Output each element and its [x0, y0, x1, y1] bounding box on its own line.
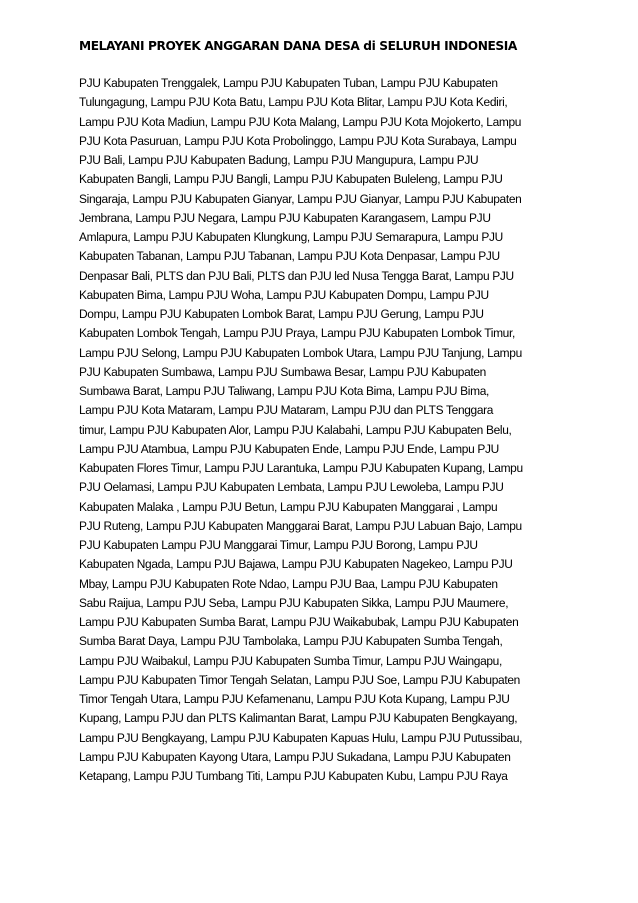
text-line: Lampu PJU Bengkayang, Lampu PJU Kabupaten Kapuas Hulu, Lampu PJU Putussibau,	[79, 730, 523, 745]
text-line: Amlapura, Lampu PJU Kabupaten Klungkung, Lampu PJU Semarapura, Lampu PJU	[79, 230, 503, 244]
text-line: Jembrana, Lampu PJU Negara, Lampu PJU Kabupaten Karangasem, Lampu PJU	[79, 210, 491, 225]
text-line: Mbay, Lampu PJU Kabupaten Rote Ndao, Lampu PJU Baa, Lampu PJU Kabupaten	[79, 576, 498, 591]
document-body	[79, 74, 579, 786]
text-line: Kabupaten Lombok Tengah, Lampu PJU Praya, Lampu PJU Kabupaten Lombok Timur,	[79, 326, 515, 341]
text-line: Kabupaten Ngada, Lampu PJU Bajawa, Lampu PJU Kabupaten Nagekeo, Lampu PJU	[79, 557, 513, 572]
text-line: PJU Kabupaten Lampu PJU Manggarai Timur, Lampu PJU Borong, Lampu PJU	[79, 538, 478, 552]
text-line: Sumbawa Barat, Lampu PJU Taliwang, Lampu PJU Kota Bima, Lampu PJU Bima,	[79, 384, 490, 398]
text-line: Sumba Barat Daya, Lampu PJU Tambolaka, Lampu PJU Kabupaten Sumba Tengah,	[79, 634, 503, 649]
text-line: Kabupaten Tabanan, Lampu PJU Tabanan, Lampu PJU Kota Denpasar, Lampu PJU	[79, 249, 500, 264]
text-line: PJU Bali, Lampu PJU Kabupaten Badung, Lampu PJU Mangupura, Lampu PJU	[79, 153, 479, 167]
text-line: Singaraja, Lampu PJU Kabupaten Gianyar, Lampu PJU Gianyar, Lampu PJU Kabupaten	[79, 191, 522, 206]
text-line: Lampu PJU Kabupaten Timor Tengah Selatan, Lampu PJU Soe, Lampu PJU Kabupaten	[79, 672, 520, 687]
text-line: Timor Tengah Utara, Lampu PJU Kefamenanu, Lampu PJU Kota Kupang, Lampu PJU	[79, 692, 510, 706]
text-line: PJU Oelamasi, Lampu PJU Kabupaten Lembata, Lampu PJU Lewoleba, Lampu PJU	[79, 480, 504, 495]
text-line: Lampu PJU Kota Madiun, Lampu PJU Kota Malang, Lampu PJU Kota Mojokerto, Lampu	[79, 114, 522, 129]
text-line: Tulungagung, Lampu PJU Kota Batu, Lampu PJU Kota Blitar, Lampu PJU Kota Kediri,	[79, 95, 508, 110]
text-line: Lampu PJU Kabupaten Sumba Barat, Lampu PJU Waikabubak, Lampu PJU Kabupaten	[79, 615, 519, 629]
document-title: MELAYANI PROYEK ANGGARAN DANA DESA di SELURUH INDONESIA	[79, 39, 517, 53]
text-line: Kabupaten Bangli, Lampu PJU Bangli, Lampu PJU Kabupaten Buleleng, Lampu PJU	[79, 172, 503, 187]
text-line: Ketapang, Lampu PJU Tumbang Titi, Lampu PJU Kabupaten Kubu, Lampu PJU Raya	[79, 769, 508, 783]
text-line: Dompu, Lampu PJU Kabupaten Lombok Barat, Lampu PJU Gerung, Lampu PJU	[79, 307, 484, 321]
text-line: PJU Ruteng, Lampu PJU Kabupaten Manggarai Barat, Lampu PJU Labuan Bajo, Lampu	[79, 518, 522, 533]
text-line: Lampu PJU Selong, Lampu PJU Kabupaten Lombok Utara, Lampu PJU Tanjung, Lampu	[79, 345, 522, 360]
text-line: Kabupaten Bima, Lampu PJU Woha, Lampu PJU Kabupaten Dompu, Lampu PJU	[79, 287, 489, 302]
text-line: Sabu Raijua, Lampu PJU Seba, Lampu PJU Kabupaten Sikka, Lampu PJU Maumere,	[79, 595, 509, 610]
text-line: Lampu PJU Atambua, Lampu PJU Kabupaten Ende, Lampu PJU Ende, Lampu PJU	[79, 441, 499, 456]
text-line: PJU Kota Pasuruan, Lampu PJU Kota Probolinggo, Lampu PJU Kota Surabaya, Lampu	[79, 133, 517, 148]
text-line: Denpasar Bali, PLTS dan PJU Bali, PLTS dan PJU led Nusa Tengga Barat, Lampu PJU	[79, 268, 514, 283]
text-line: Lampu PJU Kota Mataram, Lampu PJU Mataram, Lampu PJU dan PLTS Tenggara	[79, 403, 494, 418]
text-line: PJU Kabupaten Trenggalek, Lampu PJU Kabupaten Tuban, Lampu PJU Kabupaten	[79, 76, 498, 90]
text-line: Lampu PJU Kabupaten Kayong Utara, Lampu PJU Sukadana, Lampu PJU Kabupaten	[79, 749, 511, 764]
text-line: Kabupaten Flores Timur, Lampu PJU Larantuka, Lampu PJU Kabupaten Kupang, Lampu	[79, 461, 523, 475]
text-line: Kupang, Lampu PJU dan PLTS Kalimantan Barat, Lampu PJU Kabupaten Bengkayang,	[79, 711, 518, 726]
text-line: PJU Kabupaten Sumbawa, Lampu PJU Sumbawa Besar, Lampu PJU Kabupaten	[79, 364, 486, 379]
text-line: Kabupaten Malaka , Lampu PJU Betun, Lampu PJU Kabupaten Manggarai , Lampu	[79, 499, 498, 514]
text-line: timur, Lampu PJU Kabupaten Alor, Lampu PJU Kalabahi, Lampu PJU Kabupaten Belu,	[79, 422, 512, 437]
text-line: Lampu PJU Waibakul, Lampu PJU Kabupaten Sumba Timur, Lampu PJU Waingapu,	[79, 653, 502, 668]
